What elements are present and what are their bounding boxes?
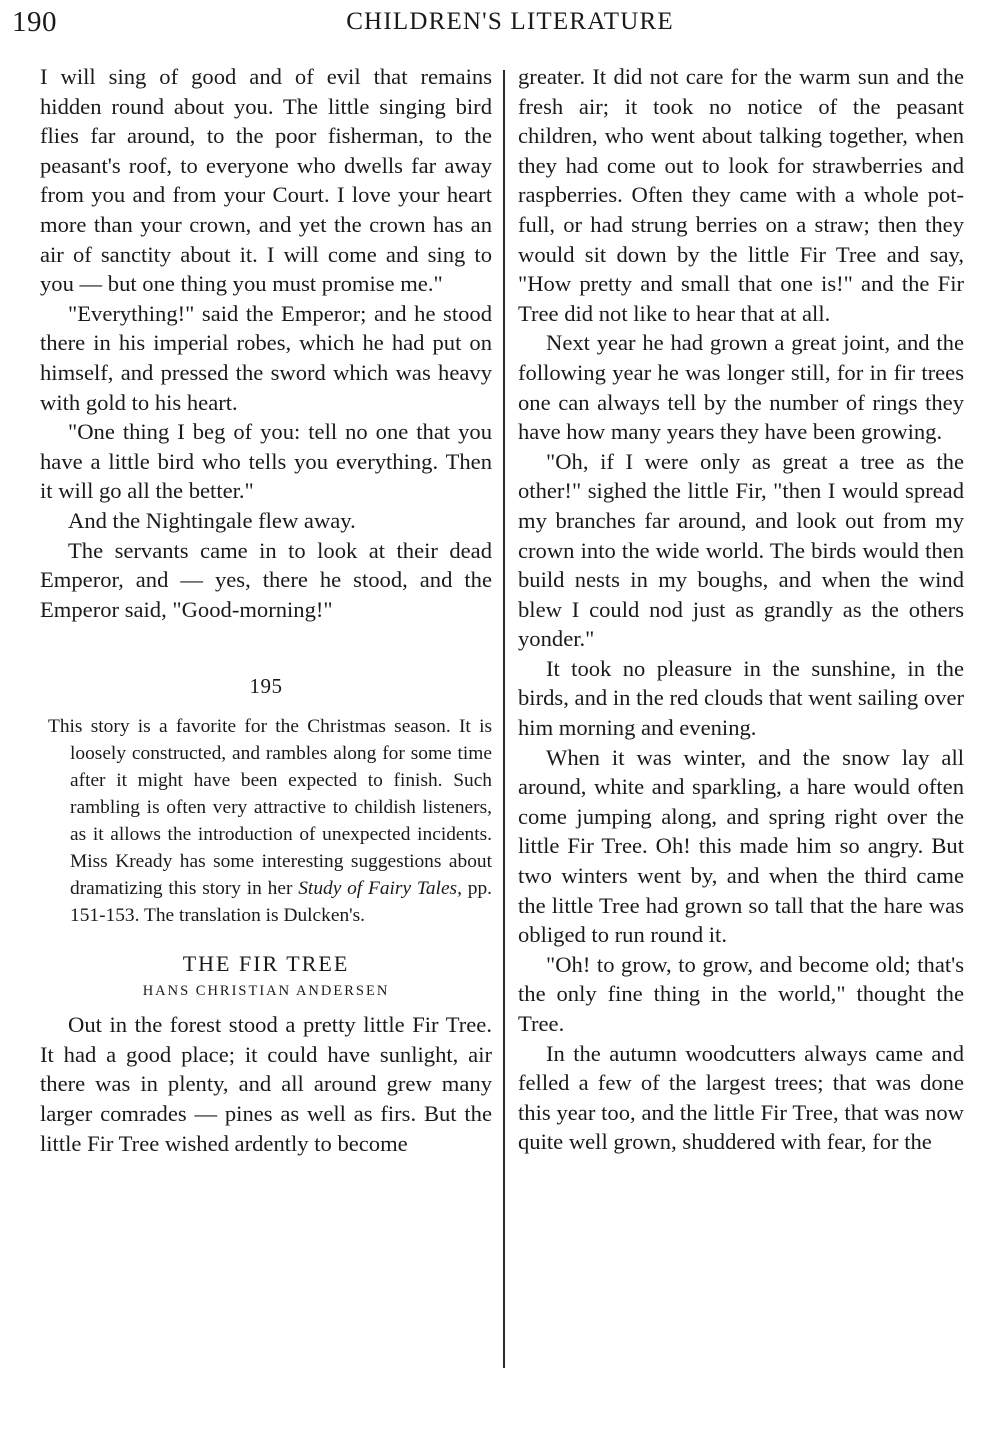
column-divider [503,70,505,1368]
paragraph: greater. It did not care for the warm sun and the fresh air; it took no notice of the peasant children, who went about talking together, when they had come out to look for strawberries and raspberries. Often they came with a whole pot-full, or had strung berries on a straw; then they would sit down by the little Fir Tree and say, "How pretty and small that one is!" and the Fir Tree did not like to hear that at all. [518,64,964,326]
note-text-end: pp. 151-153. The translation is Dulcken's. [70,878,492,927]
paragraph: Next year he had grown a great joint, and the following year he was longer still, for in fir trees one can always tell by the number of rings they have how many years they have been growing. [518,330,964,445]
paragraph: I will sing of good and of evil that remains hidden round about you. The little singing bird flies far around, to the poor fisherman, to the peasant's roof, to everyone who dwells far away from you and from your Court. I love your heart more than your crown, and yet the crown has an air of sanctity about it. I will come and sing to you — but one thing you must promise me." [40,64,492,297]
note-text: This story is a favorite for the Christmas season. It is loosely constructed, and rambles along for some time after it might have been expected to finish. Such rambling is often very attractive to childish listeners, as it allows the introduction of unexpected incidents. Miss Kready has some interesting suggestions about dramatizing this story in her [48,716,492,900]
note-number: 195 [249,674,283,699]
paragraph: "One thing I beg of you: tell no one that you have a little bird who tells you everything. Then it will go all the better." [40,419,492,504]
paragraph: The servants came in to look at their dead Emperor, and — yes, there he stood, and the Emperor said, "Good-morning!" [40,537,492,622]
story-author: HANS CHRISTIAN ANDERSEN [142,983,390,1000]
page-header [0,4,1000,40]
paragraph: "Oh, if I were only as great a tree as the other!" sighed the little Fir, "then I would spread my branches far around, and look out from my crown into the wide world. The birds would then build nests in my boughs, and when the wind blew I could nod just as grandly as the others yonder." [518,448,964,652]
paragraph: And the Nightingale flew away. [68,507,356,533]
left-column [40,62,492,1158]
page-number: 190 [12,6,57,38]
paragraph: It took no pleasure in the sunshine, in the birds, and in the red clouds that went sailing over him morning and evening. [518,655,964,741]
paragraph: "Everything!" said the Emperor; and he stood there in his imperial robes, which he had put on himself, and pressed the sword which was heavy with gold to his heart. [40,300,492,415]
note-book-title: Study of Fairy Tales, [298,878,462,900]
right-column [518,62,964,1157]
story-title: THE FIR TREE [182,951,350,977]
paragraph: Out in the forest stood a pretty little Fir Tree. It had a good place; it could have sunlight, air there was in plenty, and all around grew many larger comrades — pines as well as firs. But the little Fir Tree wished ardently to become [40,1012,492,1156]
paragraph: "Oh! to grow, to grow, and become old; that's the only fine thing in the world," thought the Tree. [518,951,964,1036]
editor-note [48,713,492,929]
paragraph: When it was winter, and the snow lay all around, white and sparkling, a hare would often come jumping along, and spring right over the little Fir Tree. Oh! this made him so angry. But two winters went by, and when the third came the little Tree had grown so tall that the hare was obliged to run round it. [518,744,964,948]
paragraph: In the autumn woodcutters always came and felled a few of the largest trees; that was done this year too, and the little Fir Tree, that was now quite well grown, shuddered with fear, for the [518,1040,964,1155]
running-title: CHILDREN'S LITERATURE [346,8,674,35]
